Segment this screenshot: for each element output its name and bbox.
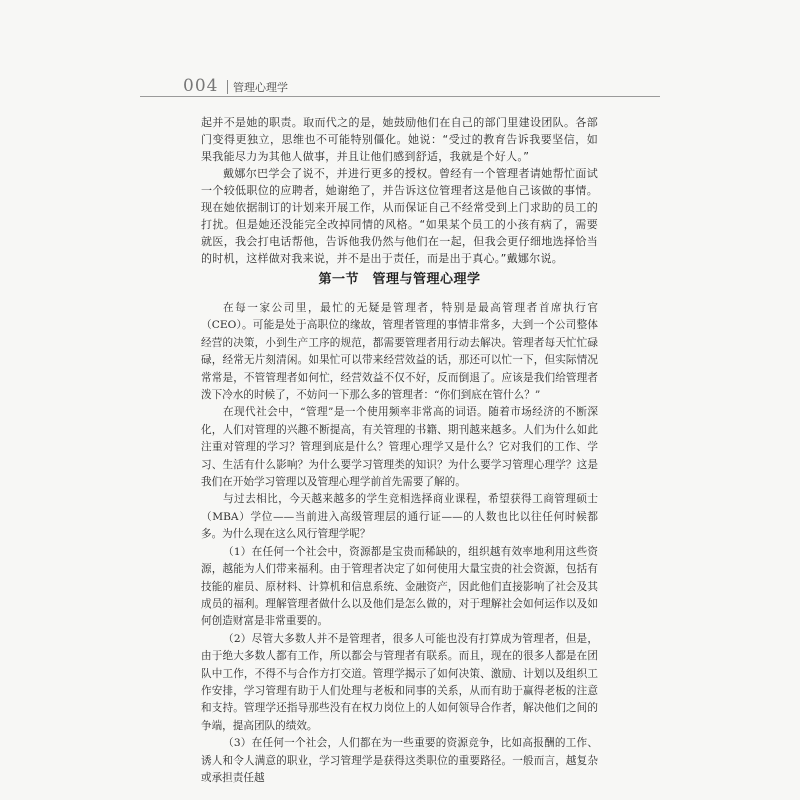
paragraph: 戴娜尔巴学会了说不，并进行更多的授权。曾经有一个管理者请她帮忙面试一个较低职位的应聘者，她谢绝了，并告诉这位管理者这是他自己该做的事情。现在她依据制订的计划来开展工作，从而保证自己不经常受到上门求助的员工的打扰。但是她还没能完全改掉同情的风格。“如果某个员工的小孩有病了，需要就医，我会打电话帮他，告诉他我仍然与他们在一起，但我会更仔细地选择恰当的时机，这样做对我来说，并不是出于责任，而是出于真心。”戴娜尔说。: [201, 167, 598, 265]
paragraph: 在每一家公司里，最忙的无疑是管理者，特别是最高管理者首席执行官（CEO）。可能是处于高职位的缘故，管理者管理的事情非常多，大到一个公司整体经营的决策，小到生产工序的规范，都需要管理者用行动去解决。管理者每天忙忙碌碌，经常无片刻清闲。如果忙可以带来经营效益的话，那还可以忙一下，但实际情况常常是，不管管理者如何忙，经营效益不仅不好，反而倒退了。应该是我们给管理者泼下冷水的时候了，不妨问一下那么多的管理者：“你们到底在管什么？”: [201, 302, 598, 402]
header-rule: [140, 96, 660, 97]
paragraph: （3）在任何一个社会，人们都在为一些重要的资源竞争，比如高报酬的工作、诱人和令人满意的职业，学习管理学是获得这类职位的重要路径。一般而言，越复杂或承担责任越: [201, 737, 598, 784]
running-title: 管理心理学: [233, 81, 288, 94]
section-heading: 第一节 管理与管理心理学: [318, 272, 481, 287]
paragraph: 起并不是她的职责。取而代之的是，她鼓励他们在自己的部门里建设团队。各部门变得更独立，思维也不可能特别僵化。她说：“受过的教育告诉我要坚信，如果我能尽力为其他人做事，并且让他们感到舒适，我就是个好人。”: [201, 116, 598, 163]
paragraph: 与过去相比，今天越来越多的学生竞相选择商业课程，希望获得工商管理硕士（MBA）学位——当前进入高级管理层的通行证——的人数也比以往任何时候都多。为什么现在这么风行管理学呢？: [201, 493, 598, 541]
paragraph: 在现代社会中，“管理”是一个使用频率非常高的词语。随着市场经济的不断深化，人们对管理的兴趣不断提高，有关管理的书籍、期刊越来越多。人们为什么如此注重对管理的学习？管理到底是什么？管理心理学又是什么？它对我们的工作、学习、生活有什么影响？为什么要学习管理类的知识？为什么要学习管理心理学？这是我们在开始学习管理以及管理心理学前首先需要了解的。: [201, 406, 598, 489]
page-number: 004: [183, 76, 219, 96]
paragraph: （1）在任何一个社会中，资源都是宝贵而稀缺的，组织越有效率地利用这些资源，越能为人们带来福利。由于管理者决定了如何使用大量宝贵的社会资源，包括有技能的雇员、原材料、计算机和信息系统、金融资产，因此他们直接影响了社会及其成员的福利。理解管理者做什么以及他们是怎么做的，对于理解社会如何运作以及如何创造财富是非常重要的。: [201, 545, 598, 628]
paragraph: （2）尽管大多数人并不是管理者，很多人可能也没有打算成为管理者，但是，由于绝大多数人都有工作，所以都会与管理者有联系。而且，现在的很多人都是在团队中工作，不得不与合作方打交道。管理学揭示了如何决策、激励、计划以及组织工作安排，学习管理有助于人们处理与老板和同事的关系，从而有助于赢得老板的注意和支持。管理学还指导那些没有在权力岗位上的人如何领导合作者，解决他们之间的争端，提高团队的绩效。: [201, 632, 598, 732]
header-divider: [227, 80, 228, 94]
upper-text-block: [201, 114, 598, 267]
page-header: [140, 76, 660, 98]
lower-text-block: [201, 300, 598, 787]
